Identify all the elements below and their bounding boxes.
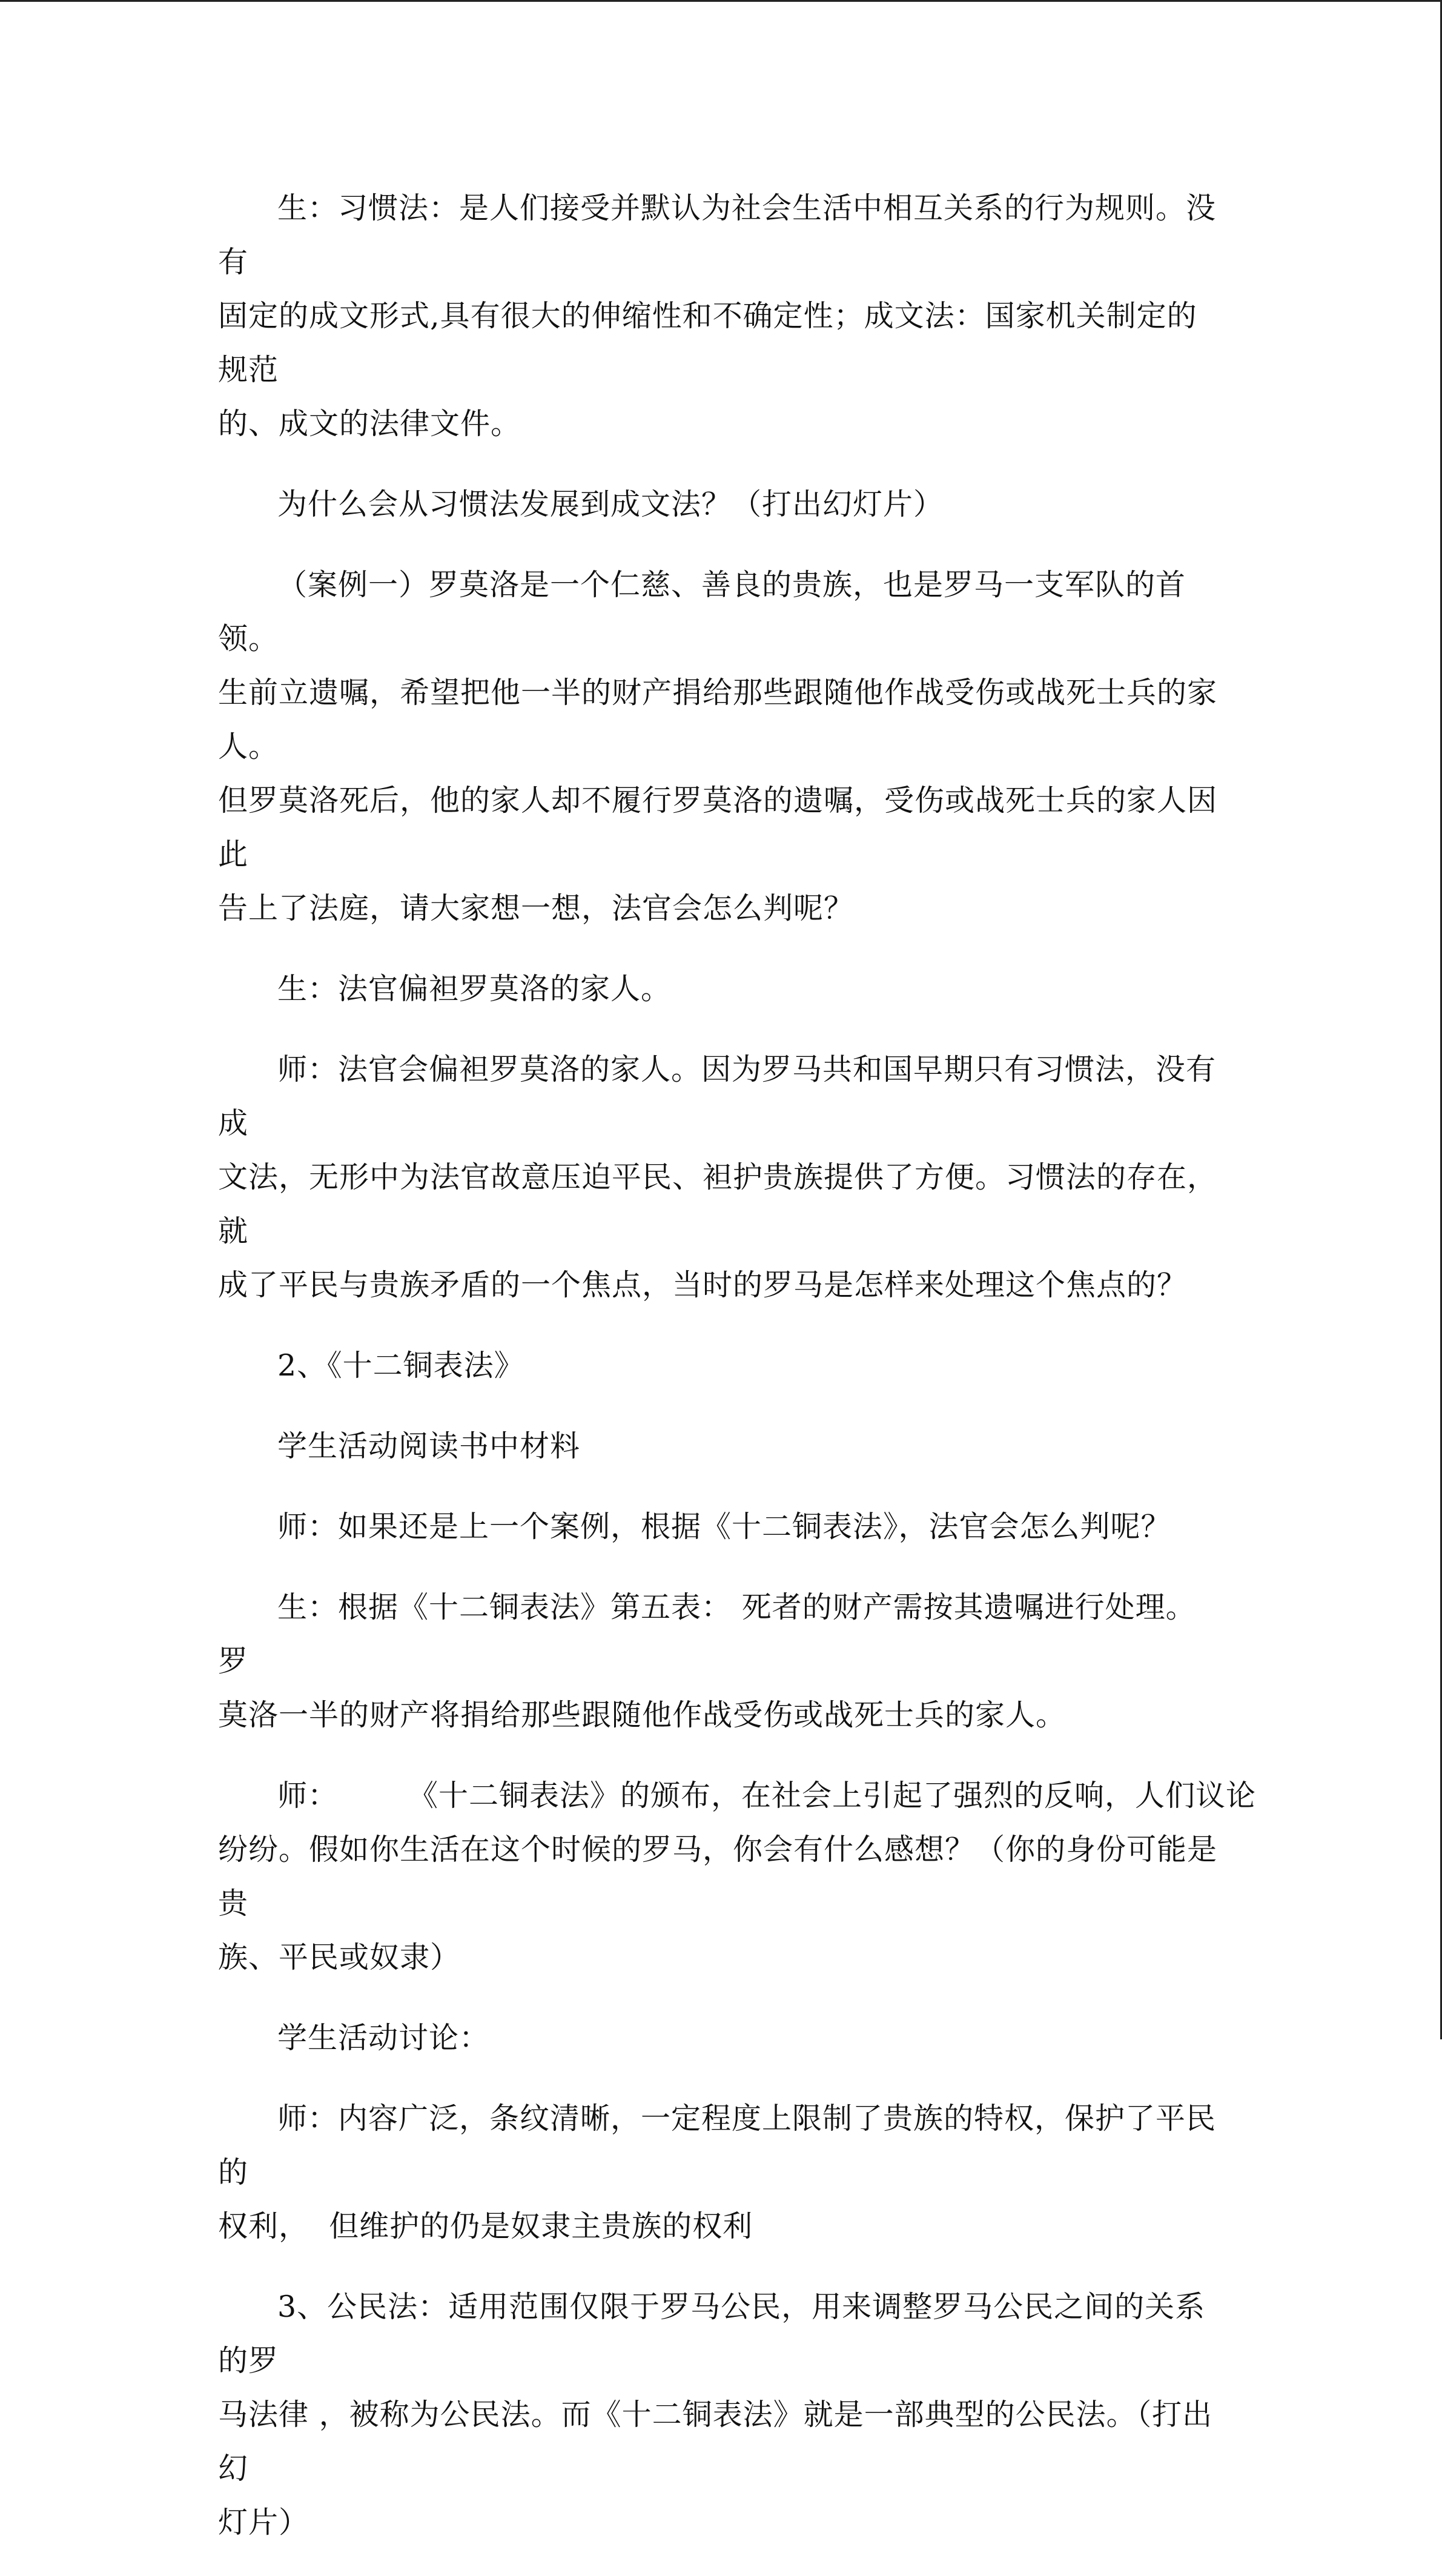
text-line: 生前立遗嘱，希望把他一半的财产捐给那些跟随他作战受伤或战死士兵的家人。 — [218, 675, 1218, 764]
paragraph-student-answer-1 — [218, 962, 1223, 1016]
text-line: 师：内容广泛，条纹清晰，一定程度上限制了贵族的特权，保护了平民的 — [218, 2101, 1217, 2190]
text-line: 莫洛一半的财产将捐给那些跟随他作战受伤或战死士兵的家人。 — [218, 1698, 1067, 1732]
paragraph-student-reading — [218, 1419, 1223, 1473]
text-line: 马法律 ，被称为公民法。而《十二铜表法》就是一部典型的公民法。（打出幻 — [218, 2397, 1213, 2486]
text-line: 但罗莫洛死后，他的家人却不履行罗莫洛的遗嘱，受伤或战死士兵的家人因此 — [218, 783, 1218, 872]
text-line: 纷纷。假如你生活在这个时候的罗马，你会有什么感想？（你的身份可能是贵 — [218, 1832, 1218, 1921]
paragraph-teacher-explanation-1 — [218, 1042, 1223, 1312]
paragraph-teacher-summary — [218, 2091, 1223, 2253]
text-line: 生：根据《十二铜表法》第五表： 死者的财产需按其遗嘱进行处理。 罗 — [218, 1590, 1196, 1678]
section-heading-civil-law — [218, 2280, 1223, 2549]
paragraph-teacher-prompt-3 — [218, 1769, 1257, 1984]
text-line: （案例一）罗莫洛是一个仁慈、善良的贵族，也是罗马一支军队的首领。 — [218, 568, 1186, 656]
text-line: 告上了法庭，请大家想一想，法官会怎么判呢？ — [218, 891, 855, 925]
text-line: 学生活动阅读书中材料 — [277, 1429, 581, 1463]
text-line: 师：如果还是上一个案例，根据《十二铜表法》，法官会怎么判呢？ — [277, 1509, 1171, 1544]
text-line: 灯片） — [218, 2505, 309, 2540]
text-line: 生：法官偏袒罗莫洛的家人。 — [277, 972, 672, 1006]
text-line: 固定的成文形式,具有很大的伸缩性和不确定性；成文法：国家机关制定的规范 — [218, 299, 1197, 387]
text-line: 文法，无形中为法官故意压迫平民、袒护贵族提供了方便。习惯法的存在，就 — [218, 1160, 1218, 1248]
paragraph-why-question — [218, 477, 1223, 531]
text-line: 族、平民或奴隶） — [218, 1940, 461, 1975]
text-line: 师：法官会偏袒罗莫洛的家人。因为罗马共和国早期只有习惯法，没有成 — [218, 1052, 1217, 1141]
text-line: 3、公民法：适用范围仅限于罗马公民，用来调整罗马公民之间的关系的罗 — [218, 2290, 1206, 2378]
paragraph-customary-law-answer — [218, 181, 1223, 451]
paragraph-teacher-question-2 — [218, 1500, 1223, 1554]
text-line: 学生活动讨论： — [277, 2021, 490, 2055]
document-body — [218, 181, 1257, 2576]
text-line: 师： 《十二铜表法》的颁布，在社会上引起了强烈的反响，人们议论 — [277, 1778, 1257, 1813]
paragraph-case-one — [218, 558, 1223, 935]
text-line: 权利， 但维护的仍是奴隶主贵族的权利 — [218, 2209, 753, 2243]
section-heading-twelve-tables — [218, 1339, 1223, 1392]
text-line: 的、成文的法律文件。 — [218, 406, 521, 441]
text-line: 成了平民与贵族矛盾的一个焦点，当时的罗马是怎样来处理这个焦点的？ — [218, 1268, 1188, 1302]
paragraph-student-discussion — [218, 2011, 1223, 2065]
text-line: 为什么会从习惯法发展到成文法？（打出幻灯片） — [277, 487, 944, 521]
text-line: 生：习惯法：是人们接受并默认为社会生活中相互关系的行为规则。没有 — [218, 191, 1217, 279]
paragraph-student-answer-2 — [218, 1580, 1223, 1742]
text-line: 2、《十二铜表法》 — [277, 1348, 524, 1383]
